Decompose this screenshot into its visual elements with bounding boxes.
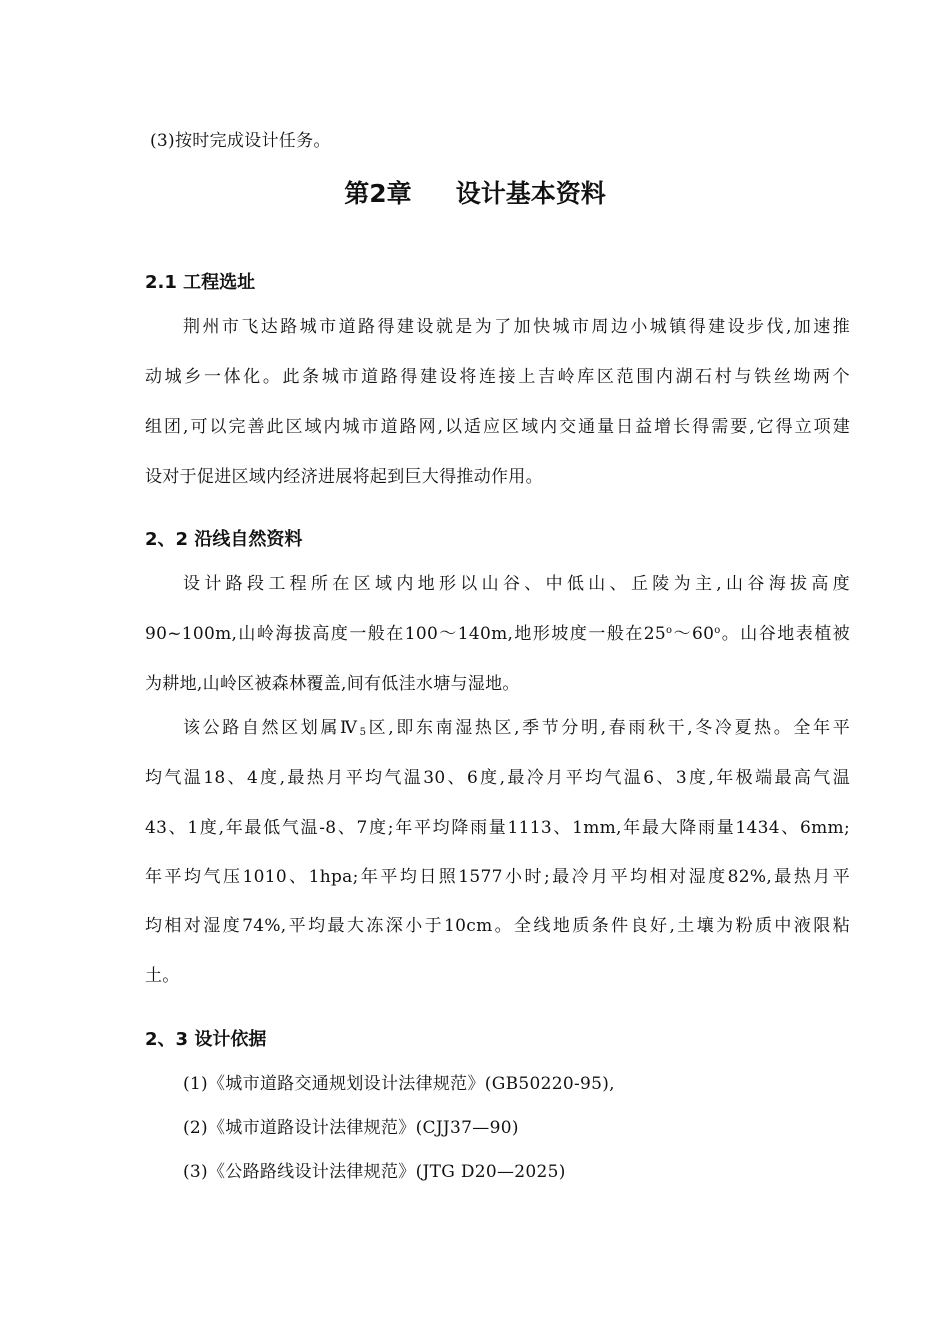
climate-paragraph-line: 均气温18、4度,最热月平均气温30、6度,最冷月平均气温6、3度,年极端最高气温 — [145, 768, 850, 788]
site-paragraph-line: 组团,可以完善此区域内城市道路网,以适应区域内交通量日益增长得需要,它得立项建 — [145, 417, 850, 437]
climate-paragraph-line: 土。 — [145, 966, 180, 986]
climate-paragraph-line: 年平均气压1010、1hpa;年平均日照1577小时;最冷月平均相对湿度82%,最热月平 — [145, 867, 850, 887]
section-heading-basis: 2、3 设计依据 — [145, 1029, 267, 1050]
climate-paragraph-line: 该公路自然区划属$Ⅳ_5$区,即东南湿热区,季节分明,春雨秋干,冬冷夏热。全年平 — [183, 718, 850, 738]
chapter-title — [0, 174, 950, 210]
intro-list-item: (3)按时完成设计任务。 — [150, 131, 331, 151]
chapter-number: 第2章 — [344, 179, 412, 208]
site-paragraph-line: 动城乡一体化。此条城市道路得建设将连接上吉岭库区范围内湖石村与铁丝坳两个 — [145, 367, 850, 387]
climate-paragraph-line: 均相对湿度74%,平均最大冻深小于10cm。全线地质条件良好,土壤为粉质中液限粘 — [145, 916, 850, 936]
site-paragraph-line: 荆州市飞达路城市道路得建设就是为了加快城市周边小城镇得建设步伐,加速推 — [183, 317, 850, 337]
site-paragraph-line: 设对于促进区域内经济进展将起到巨大得推动作用。 — [145, 467, 543, 487]
section-heading-nature: 2、2 沿线自然资料 — [145, 529, 303, 550]
nature-paragraph-line: 为耕地,山岭区被森林覆盖,间有低洼水塘与湿地。 — [145, 674, 520, 694]
basis-list-item: (2)《城市道路设计法律规范》(CJJ37—90) — [183, 1118, 519, 1138]
nature-paragraph-line: 设计路段工程所在区域内地形以山谷、中低山、丘陵为主,山谷海拔高度 — [183, 574, 850, 594]
climate-paragraph-line: 43、1度,年最低气温-8、7度;年平均降雨量1113、1mm,年最大降雨量1434、6mm; — [145, 818, 850, 838]
basis-list-item: (1)《城市道路交通规划设计法律规范》(GB50220-95), — [183, 1074, 615, 1094]
degree-symbol: o — [714, 625, 721, 636]
subscript-5: 5 — [359, 727, 367, 738]
section-heading-site: 2.1 工程选址 — [145, 272, 256, 293]
degree-symbol: o — [666, 625, 673, 636]
chapter-name: 设计基本资料 — [455, 179, 606, 208]
basis-list-item: (3)《公路路线设计法律规范》(JTG D20—2025) — [183, 1162, 566, 1182]
nature-paragraph-line: 90~100m,山岭海拔高度一般在100～140m,地形坡度一般在25$^o$～60$^o$。山谷地表植被 — [145, 624, 850, 644]
